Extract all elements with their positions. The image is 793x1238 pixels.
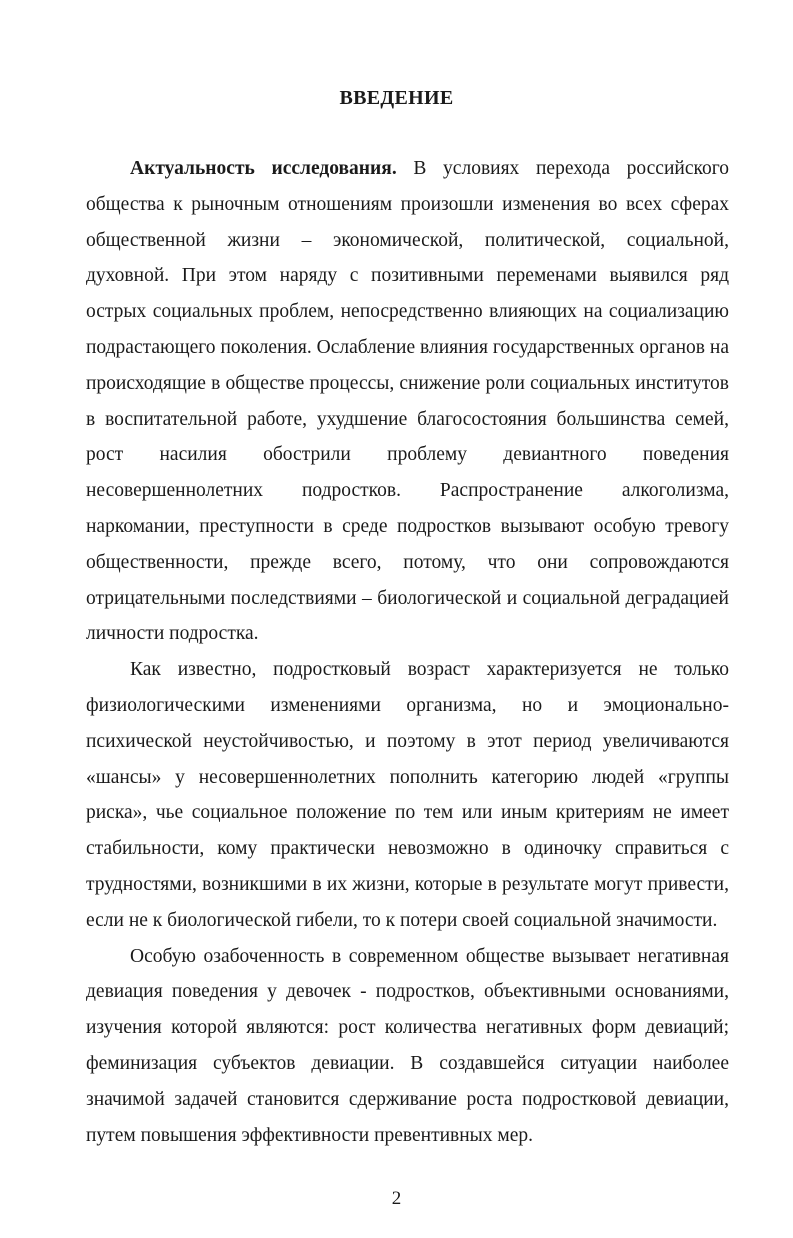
paragraph-lead: Актуальность исследования. — [130, 158, 397, 179]
paragraph-girls-deviation: Особую озабоченность в современном обществе вызывает негативная девиация поведения у девочек - подростков, объективными основаниями, изучения которой являются: рост количества негативных форм девиаций; феминизация субъектов девиации. В создавшейся ситуации наиболее значимой задачей становится сдерживание роста подростковой девиации, путем повышения эффективности превентивных мер. — [86, 945, 729, 1146]
page-number: 2 — [391, 1188, 402, 1209]
paragraph-adolescence: Как известно, подростковый возраст характеризуется не только физиологическими изменениями организма, но и эмоционально-психической неустойчивостью, и поэтому в этот период увеличиваются «шансы» у несовершеннолетних пополнить категорию людей «группы риска», чье социальное положение по тем или иным критериям не имеет стабильности, кому практически невозможно в одиночку справиться с трудностями, возникшими в их жизни, которые в результате могут привести, если не к биологической гибели, то к потери своей социальной значимости. — [86, 659, 729, 931]
paragraph-text: В условиях перехода российского общества к рыночным отношениям произошли изменения во всех сферах общественной жизни – экономической, политической, социальной, духовной. При этом наряду с позитивными переменами выявился ряд острых социальных проблем, непосредственно влияющих на социализацию подрастающего поколения. Ослабление влияния государственных органов на происходящие в обществе процессы, снижение роли социальных институтов в воспитательной работе, ухудшение благосостояния большинства семей, рост насилия обострили проблему девиантного поведения несовершеннолетних подростков. Распространение алкоголизма, наркомании, преступности в среде подростков вызывают особую тревогу общественности, прежде всего, потому, что они сопровождаются отрицательными последствиями – биологической и социальной деградацией личности подростка. — [86, 158, 729, 645]
document-body — [86, 151, 729, 1153]
paragraph-relevance — [86, 151, 729, 652]
page-title: ВВЕДЕНИЕ — [339, 87, 454, 109]
